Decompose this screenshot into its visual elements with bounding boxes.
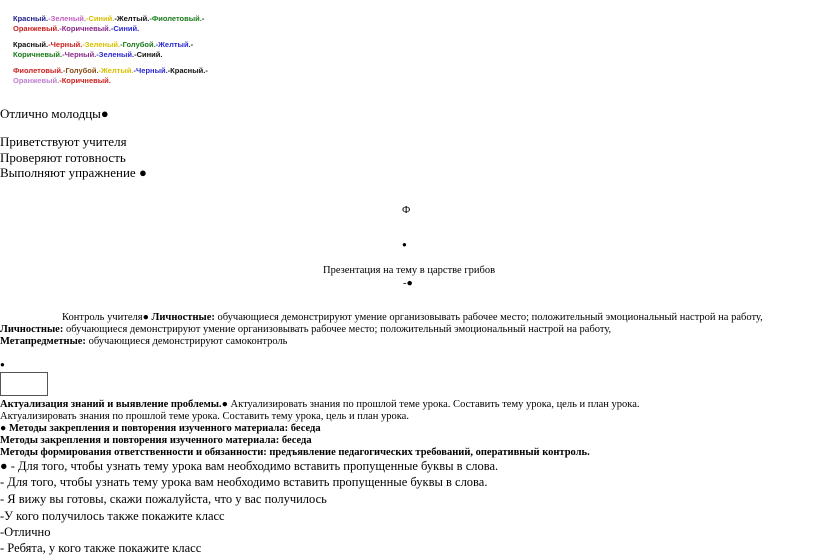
presentation-title: Презентация на тему в царстве грибов	[323, 265, 496, 276]
bullet-icon: ●	[0, 423, 7, 434]
color-word: -Синий.	[134, 50, 163, 59]
methods-text: Методы закрепления и повторения изученного материала: беседа	[6, 423, 321, 434]
color-word: Оранжевый.	[13, 76, 60, 85]
color-word: -Желтый.	[155, 40, 191, 49]
personal-text: обучающиеся демонстрируют умение организовывать рабочее место; положительный эмоциональный настрой на работу,	[63, 324, 612, 335]
dash-text: -	[403, 278, 407, 289]
empty-box	[0, 372, 48, 396]
exercise-line	[0, 165, 147, 181]
bullet-icon: ●	[0, 459, 8, 473]
actual-text: Актуализировать знания по прошлой теме урока. Составить тему урока, цель и план урока.	[227, 399, 640, 410]
bullet-icon: ●	[221, 399, 228, 410]
color-word: -Синий.	[110, 24, 140, 33]
color-word: -Зеленый.	[82, 40, 121, 49]
meta-text: обучающиеся демонстрируют самоконтроль	[85, 336, 288, 347]
color-words-line	[13, 24, 204, 34]
methods-line-3: Методы формирования ответственности и обязанности: предъявление педагогических требований, оперативный контроль.	[0, 447, 590, 458]
bullet-icon: ●	[142, 312, 149, 323]
color-words-line	[13, 66, 208, 76]
presentation-marker	[403, 278, 413, 290]
speech-line-5: -Отлично	[0, 525, 51, 539]
color-word: -	[201, 14, 205, 23]
color-words-block-3	[13, 66, 208, 86]
speech-line-1	[0, 458, 498, 474]
color-words-line	[13, 40, 193, 50]
color-word: Фиолетовый.	[13, 66, 64, 75]
color-word: -Коричневый.	[59, 76, 111, 85]
greet-line: Приветствуют учителя	[0, 134, 127, 149]
check-line: Проверяют готовность	[0, 150, 126, 165]
bullet-icon: ●	[100, 106, 109, 121]
methods-line-1	[0, 423, 321, 435]
color-word: -Голубой.	[63, 66, 99, 75]
color-words-block-2	[13, 40, 193, 60]
actual-label: Актуализация знаний и выявление проблемы.	[0, 399, 222, 410]
actual-line-2: Актуализировать знания по прошлой теме урока. Составить тему урока, цель и план урока.	[0, 411, 409, 422]
color-word: -Коричневый.	[59, 24, 111, 33]
color-word: -Фиолетовый.	[149, 14, 202, 23]
color-word: Оранжевый.	[13, 24, 60, 33]
color-word: -Синий.	[85, 14, 115, 23]
bullet-icon: ●	[406, 278, 413, 289]
color-word: Красный.	[13, 40, 49, 49]
f-letter: Ф	[402, 205, 411, 216]
color-word: -	[205, 66, 208, 75]
control-line	[62, 312, 763, 324]
excellent-text: Отлично молодцы	[0, 106, 101, 121]
actual-line	[0, 399, 639, 411]
meta-label: Метапредметные:	[0, 336, 86, 347]
exercise-text: Выполняют упражнение	[0, 165, 136, 180]
color-word: -Черный.	[133, 66, 168, 75]
color-word: -Красный.	[167, 66, 206, 75]
color-word: -Зеленый.	[96, 50, 135, 59]
speech-line-2: - Для того, чтобы узнать тему урока вам необходимо вставить пропущенные буквы в слова.	[0, 475, 488, 489]
color-words-line	[13, 50, 193, 60]
personal-text: обучающиеся демонстрируют умение организовывать рабочее место; положительный эмоциональный настрой на работу,	[214, 312, 763, 323]
color-word: -Черный.	[48, 40, 83, 49]
personal-label: Личностные:	[0, 324, 64, 335]
meta-line	[0, 336, 287, 348]
speech-line-3: - Я вижу вы готовы, скажи пожалуйста, что у вас получилось	[0, 492, 327, 506]
color-words-block-1	[13, 14, 204, 34]
personal-line	[0, 324, 611, 336]
bullet-icon: ●	[138, 165, 147, 180]
color-word: -Зеленый.	[48, 14, 86, 23]
color-word: Красный.	[13, 14, 49, 23]
color-word: -	[190, 40, 194, 49]
color-word: -Голубой.	[120, 40, 156, 49]
methods-line-2: Методы закрепления и повторения изученного материала: беседа	[0, 435, 312, 446]
color-word: -Черный.	[62, 50, 97, 59]
bullet-icon: ●	[0, 360, 5, 369]
color-word: -Желтый.	[98, 66, 134, 75]
control-text: Контроль учителя	[62, 312, 143, 323]
speech-line-4: -У кого получилось также покажите класс	[0, 509, 225, 523]
color-words-line	[13, 76, 208, 86]
excellent-line	[0, 106, 109, 122]
color-word: Коричневый.	[13, 50, 63, 59]
bullet-icon: ●	[402, 240, 407, 249]
speech-line-6: - Ребята, у кого также покажите класс	[0, 541, 202, 555]
speech-text: - Для того, чтобы узнать тему урока вам необходимо вставить пропущенные буквы в слова.	[7, 459, 499, 473]
personal-label: Личностные:	[151, 312, 215, 323]
color-word: -Желтый.	[114, 14, 150, 23]
color-words-line	[13, 14, 204, 24]
